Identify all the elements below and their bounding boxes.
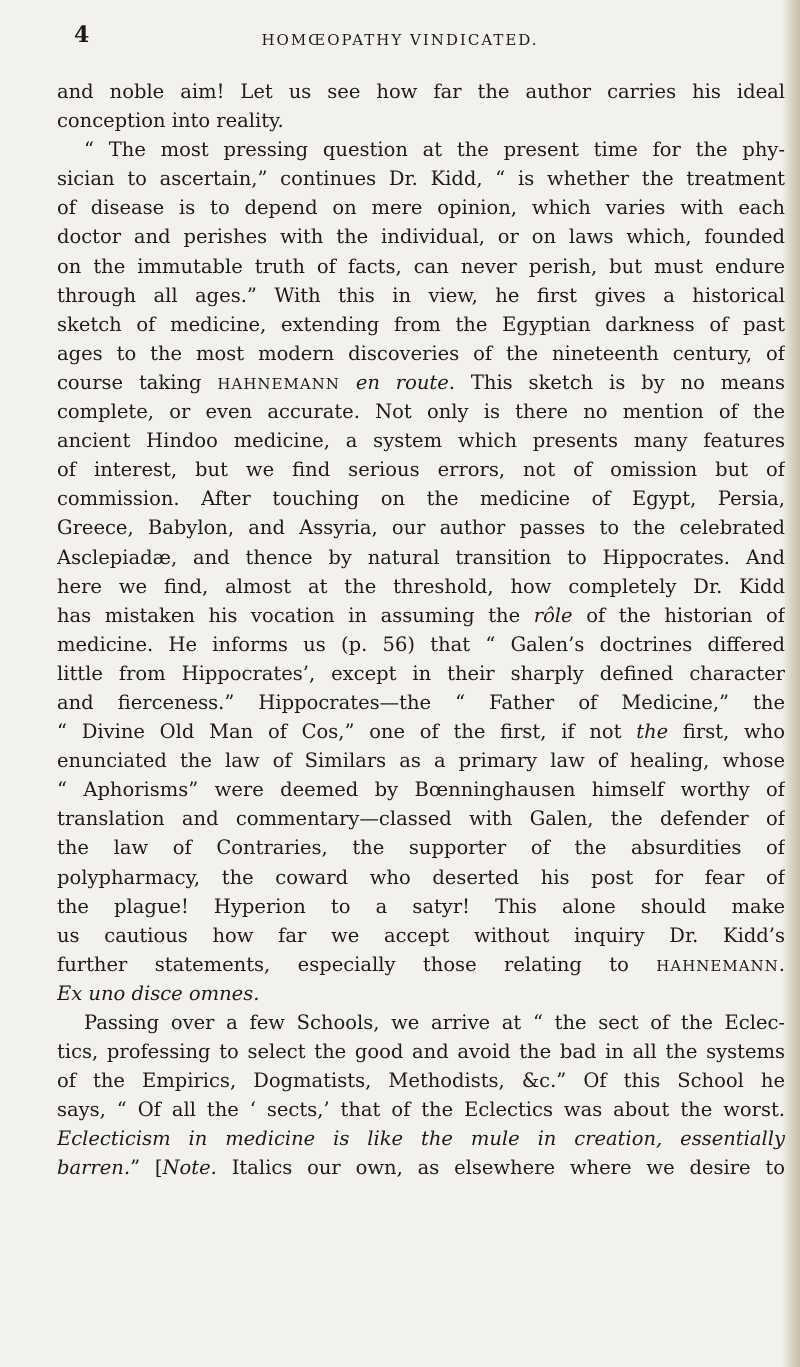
text-line: and fierceness.” Hippocrates—the “ Father of Medicine,” the <box>57 690 785 714</box>
text-line-the-first: “ Divine Old Man of Cos,” one of the first, if not the first, who <box>57 720 785 744</box>
text-line-italic: Eclecticism in medicine is like the mule in creation, essentially <box>57 1127 785 1151</box>
text-line: the plague! Hyperion to a satyr! This alone should make <box>57 894 785 918</box>
text-line: little from Hippocrates’, except in their sharply defined character <box>57 661 785 685</box>
text-line: Passing over a few Schools, we arrive at “ the sect of the Eclec- <box>84 1011 785 1034</box>
text-line: Greece, Babylon, and Assyria, our author passes to the celebrated <box>57 516 785 540</box>
text-line: sketch of medicine, extending from the Egyptian darkness of past <box>57 312 785 336</box>
text-line: us cautious how far we accept without inquiry Dr. Kidd’s <box>57 923 785 947</box>
text-line: and noble aim! Let us see how far the author carries his ideal <box>57 80 785 103</box>
text-line: “ Aphorisms” were deemed by Bœnninghausen himself worthy of <box>57 778 785 802</box>
text-line-role: has mistaken his vocation in assuming the rôle of the historian of <box>57 603 785 627</box>
text-line-hahnemann-2: further statements, especially those relating to HAHNEMANN. <box>57 952 785 976</box>
text-line: says, “ Of all the ‘ sects,’ that of the Eclectics was about the worst. <box>57 1098 785 1122</box>
text-line: on the immutable truth of facts, can never perish, but must endure <box>57 254 785 278</box>
text-line: translation and commentary—classed with Galen, the defender of <box>57 807 785 831</box>
text-line: of interest, but we find serious errors, not of omission but of <box>57 458 785 482</box>
text-line: tics, professing to select the good and avoid the bad in all the systems <box>57 1040 785 1064</box>
text-line: “ The most pressing question at the present time for the phy- <box>84 138 785 162</box>
text-line: ages to the most modern discoveries of the nineteenth century, of <box>57 341 785 365</box>
text-line: commission. After touching on the medicine of Egypt, Persia, <box>57 487 785 511</box>
text-line: enunciated the law of Similars as a primary law of healing, whose <box>57 749 785 773</box>
text-line: sician to ascertain,” continues Dr. Kidd, “ is whether the treatment <box>57 167 785 191</box>
text-line: medicine. He informs us (p. 56) that “ Galen’s doctrines differed <box>57 632 785 656</box>
text-line: Asclepiadæ, and thence by natural transition to Hippocrates. And <box>57 545 785 569</box>
text-line: conception into reality. <box>57 109 284 133</box>
page-number: 4 <box>74 22 90 48</box>
text-line: through all ages.” With this in view, he first gives a historical <box>57 283 785 307</box>
text-line: complete, or even accurate. Not only is there no mention of the <box>57 400 785 424</box>
text-line: ancient Hindoo medicine, a system which presents many features <box>57 429 785 453</box>
running-title: HOMŒOPATHY VINDICATED. <box>261 31 539 49</box>
text-line: here we find, almost at the threshold, how completely Dr. Kidd <box>57 574 785 598</box>
body-text <box>57 77 785 1183</box>
text-line: polypharmacy, the coward who deserted his post for fear of <box>57 865 785 889</box>
text-line: of the Empirics, Dogmatists, Methodists, &c.” Of this School he <box>57 1069 785 1093</box>
text-line: the law of Contraries, the supporter of the absurdities of <box>57 836 785 860</box>
text-line-latin: Ex uno disce omnes. <box>57 981 260 1005</box>
text-line-hahnemann: course taking HAHNEMANN en route. This sketch is by no means <box>57 370 785 394</box>
text-line: of disease is to depend on mere opinion, which varies with each <box>57 196 785 220</box>
text-line-last: barren.” [Note. Italics our own, as elsewhere where we desire to <box>57 1156 785 1180</box>
text-line: doctor and perishes with the individual, or on laws which, founded <box>57 225 785 249</box>
